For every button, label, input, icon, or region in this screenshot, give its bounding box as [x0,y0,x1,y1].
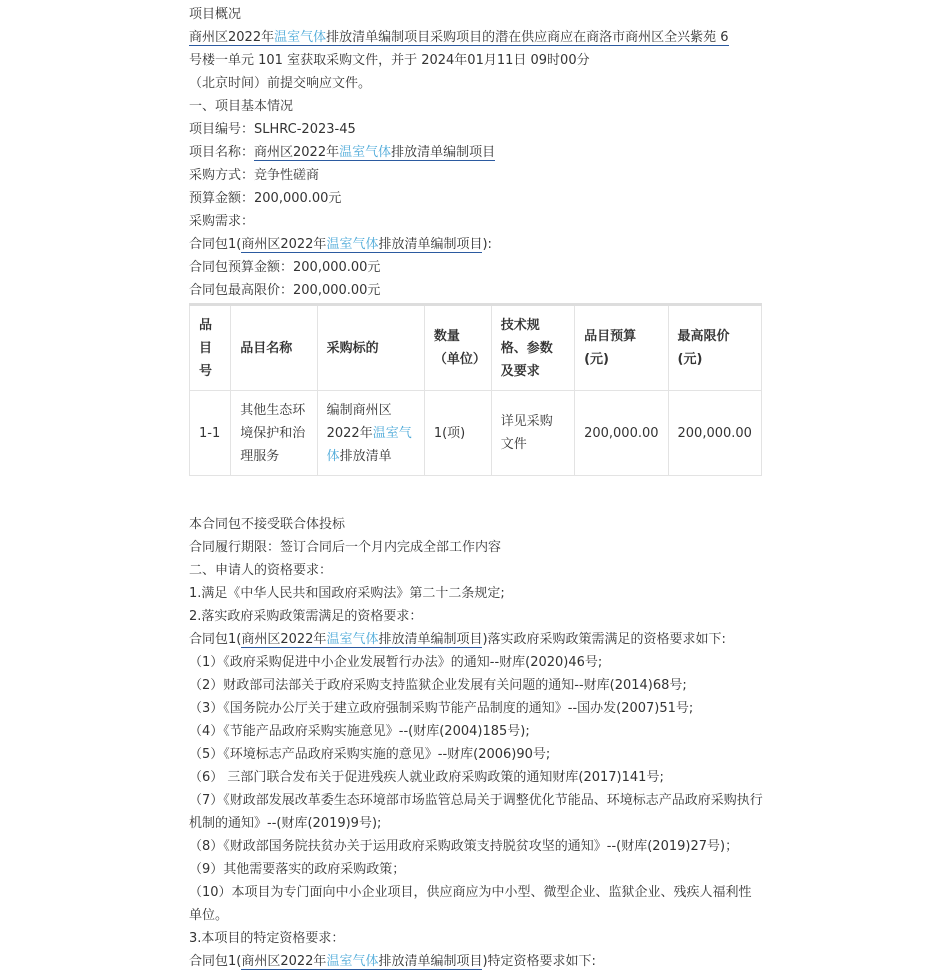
overview-heading: 项目概况 [189,7,242,22]
no-consortium-note: 本合同包不接受联合体投标 [189,517,346,532]
keyword-highlight[interactable]: 温室气体 [326,632,379,647]
keyword-highlight[interactable]: 温室气体 [339,145,392,160]
requirement-2: 2.落实政府采购政策需满足的资格要求： [189,609,423,624]
package-max-price: 合同包最高限价：200,000.00元 [189,283,381,298]
performance-period: 合同履行期限：签订合同后一个月内完成全部工作内容 [189,540,502,555]
cell-quantity: 1(项) [424,391,491,476]
cell-item-name: 其他生态环境保护和治理服务 [231,391,317,476]
section-2-heading: 二、申请人的资格要求： [189,563,333,578]
policy-item: （9）其他需要落实的政府采购政策； [189,862,406,877]
policy-item: （8）《财政部国务院扶贫办关于运用政府采购政策支持脱贫攻坚的通知》--(财库(2019)27号)； [189,839,739,854]
policy-item: （4）《节能产品政府采购实施意见》--(财库(2004)185号); [189,724,530,739]
project-name-link[interactable]: 商州区2022年温室气体排放清单编制项目 [254,145,496,160]
col-header-item-name: 品目名称 [231,305,317,391]
col-header-quantity: 数量（单位） [424,305,491,391]
cell-target: 编制商州区2022年温室气体排放清单 [317,391,424,476]
project-number: 项目编号：SLHRC-2023-45 [189,122,356,137]
requirement-3-package: 合同包1(商州区2022年温室气体排放清单编制项目)特定资格要求如下: [189,954,596,969]
project-name: 项目名称：商州区2022年温室气体排放清单编制项目 [189,145,496,160]
requirement-3: 3.本项目的特定资格要求： [189,931,345,946]
cell-spec: 详见采购文件 [491,391,574,476]
keyword-highlight[interactable]: 温室气体 [326,425,412,464]
col-header-budget: 品目预算(元) [575,305,668,391]
col-header-max-price: 最高限价(元) [668,305,761,391]
overview-paragraph-line-3: （北京时间）前提交响应文件。 [189,76,372,91]
package-name-link[interactable]: 商州区2022年温室气体排放清单编制项目 [241,954,483,969]
cell-budget: 200,000.00 [575,391,668,476]
policy-item: （10）本项目为专门面向中小企业项目，供应商应为中小型、微型企业、监狱企业、残疾人福利性单位。 [189,885,752,923]
policy-item: （6） 三部门联合发布关于促进残疾人就业政府采购政策的通知财库(2017)141号; [189,770,664,785]
procurement-method: 采购方式：竞争性磋商 [189,168,320,183]
package-budget: 合同包预算金额：200,000.00元 [189,260,381,275]
policy-item: （1）《政府采购促进中小企业发展暂行办法》的通知--财库(2020)46号; [189,655,603,670]
procurement-demand-label: 采购需求： [189,214,255,229]
project-title-link[interactable]: 商州区2022年温室气体排放清单编制项目采购项目的潜在供应商应在商洛市商州区全兴紫苑 6 [189,30,729,45]
col-header-target: 采购标的 [317,305,424,391]
col-header-item-no: 品目号 [190,305,231,391]
keyword-highlight[interactable]: 温室气体 [326,954,379,969]
table-row [190,391,762,476]
items-table [189,303,762,476]
col-header-spec: 技术规格、参数及要求 [491,305,574,391]
policy-item: （5）《环境标志产品政府采购实施的意见》--财库(2006)90号; [189,747,551,762]
budget-amount: 预算金额：200,000.00元 [189,191,342,206]
overview-paragraph-line-2: 号楼一单元 101 室获取采购文件，并于 2024年01月11日 09时00分 [189,53,590,68]
overview-paragraph-line-1 [189,26,764,49]
requirement-2-package: 合同包1(商州区2022年温室气体排放清单编制项目)落实政府采购政策需满足的资格要求如下: [189,632,726,647]
policy-item: （7）《财政部发展改革委生态环境部市场监管总局关于调整优化节能品、环境标志产品政府采购执行机制的通知》--(财库(2019)9号); [189,793,763,831]
cell-item-no: 1-1 [190,391,231,476]
cell-max-price: 200,000.00 [668,391,761,476]
announcement-content [189,0,764,973]
package-name-link[interactable]: 商州区2022年温室气体排放清单编制项目 [241,237,483,252]
package-name-link[interactable]: 商州区2022年温室气体排放清单编制项目 [241,632,483,647]
policy-item: （3）《国务院办公厅关于建立政府强制采购节能产品制度的通知》--国办发(2007)51号; [189,701,694,716]
contract-package-title: 合同包1(商州区2022年温室气体排放清单编制项目): [189,237,492,252]
policy-item: （2）财政部司法部关于政府采购支持监狱企业发展有关问题的通知--财库(2014)68号; [189,678,687,693]
keyword-highlight[interactable]: 温室气体 [274,30,327,45]
keyword-highlight[interactable]: 温室气体 [326,237,379,252]
spacer [189,476,764,513]
section-1-heading: 一、项目基本情况 [189,99,294,114]
requirement-1: 1.满足《中华人民共和国政府采购法》第二十二条规定; [189,586,505,601]
table-header-row [190,305,762,391]
